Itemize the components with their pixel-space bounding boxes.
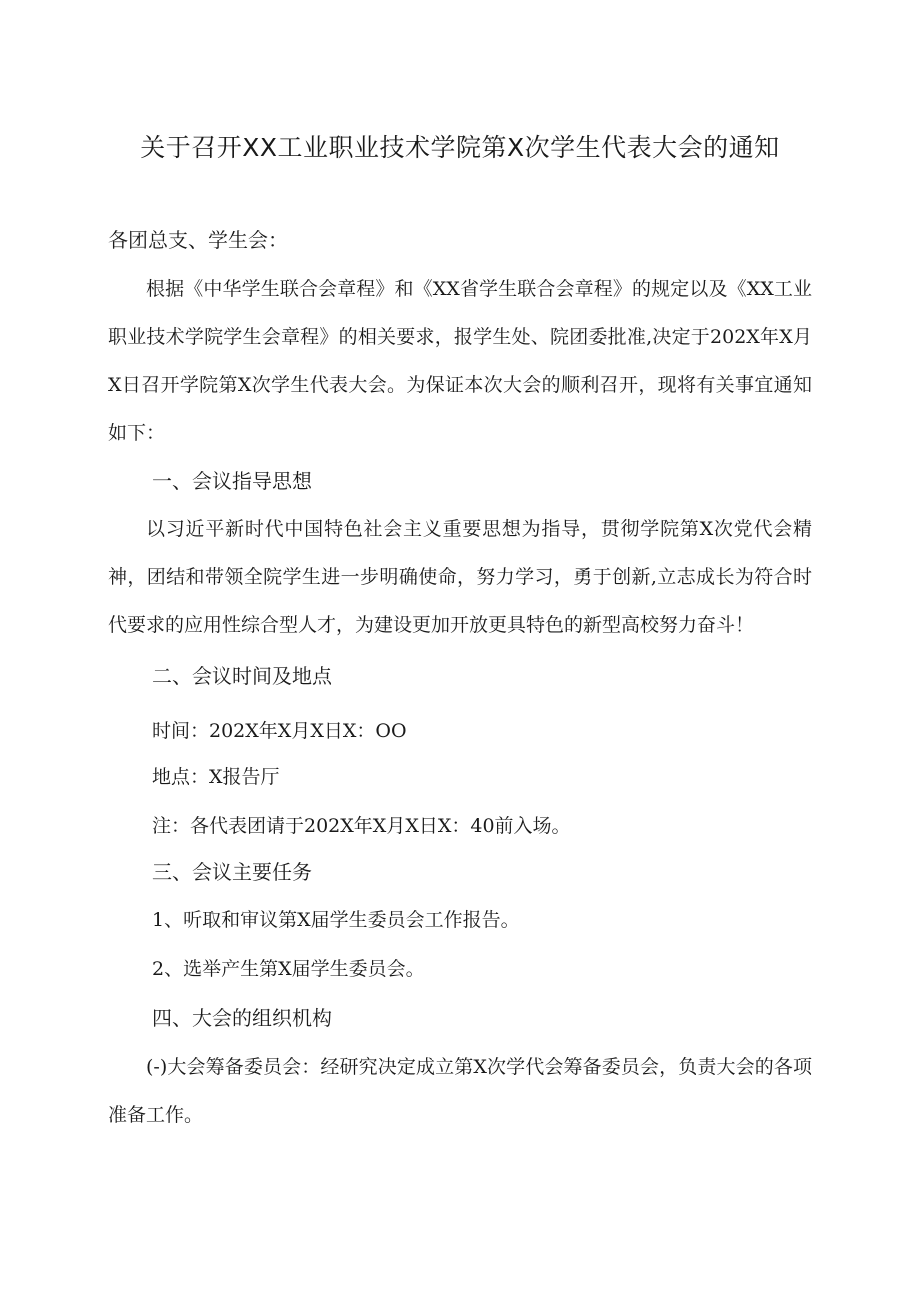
document-title: 关于召开XX工业职业技术学院第X次学生代表大会的通知	[140, 133, 780, 162]
salutation: 各团总支、学生会：	[108, 228, 288, 252]
intro-paragraph: 根据《中华学生联合会章程》和《XX省学生联合会章程》的规定以及《XX工业职业技术学院学生会章程》的相关要求，报学生处、院团委批准,决定于202X年X月X日召开学院第X次学生代表大会。为保证本次大会的顺利召开，现将有关事宜通知如下：	[108, 278, 812, 444]
meeting-time: 时间：202X年X月X日X：OO	[152, 720, 407, 742]
section-heading-time-place: 二、会议时间及地点	[152, 664, 332, 688]
section-heading-organization: 四、大会的组织机构	[152, 1006, 332, 1030]
task-item-2: 2、选举产生第X届学生委员会。	[152, 958, 425, 980]
task-item-1: 1、听取和审议第X届学生委员会工作报告。	[152, 909, 520, 931]
section-heading-main-tasks: 三、会议主要任务	[152, 860, 312, 884]
preparatory-committee-paragraph: (-)大会筹备委员会：经研究决定成立第X次学代会筹备委员会，负责大会的各项准备工作。	[108, 1056, 812, 1126]
guiding-ideology-paragraph: 以习近平新时代中国特色社会主义重要思想为指导，贯彻学院第X次党代会精神，团结和带领全院学生进一步明确使命，努力学习，勇于创新,立志成长为符合时代要求的应用性综合型人才，为建设更加开放更具特色的新型高校努力奋斗！	[108, 518, 812, 636]
section-heading-guiding-ideology: 一、会议指导思想	[152, 469, 312, 493]
meeting-place: 地点：X报告厅	[152, 766, 280, 788]
entry-note: 注：各代表团请于202X年X月X日X：40前入场。	[152, 815, 571, 837]
